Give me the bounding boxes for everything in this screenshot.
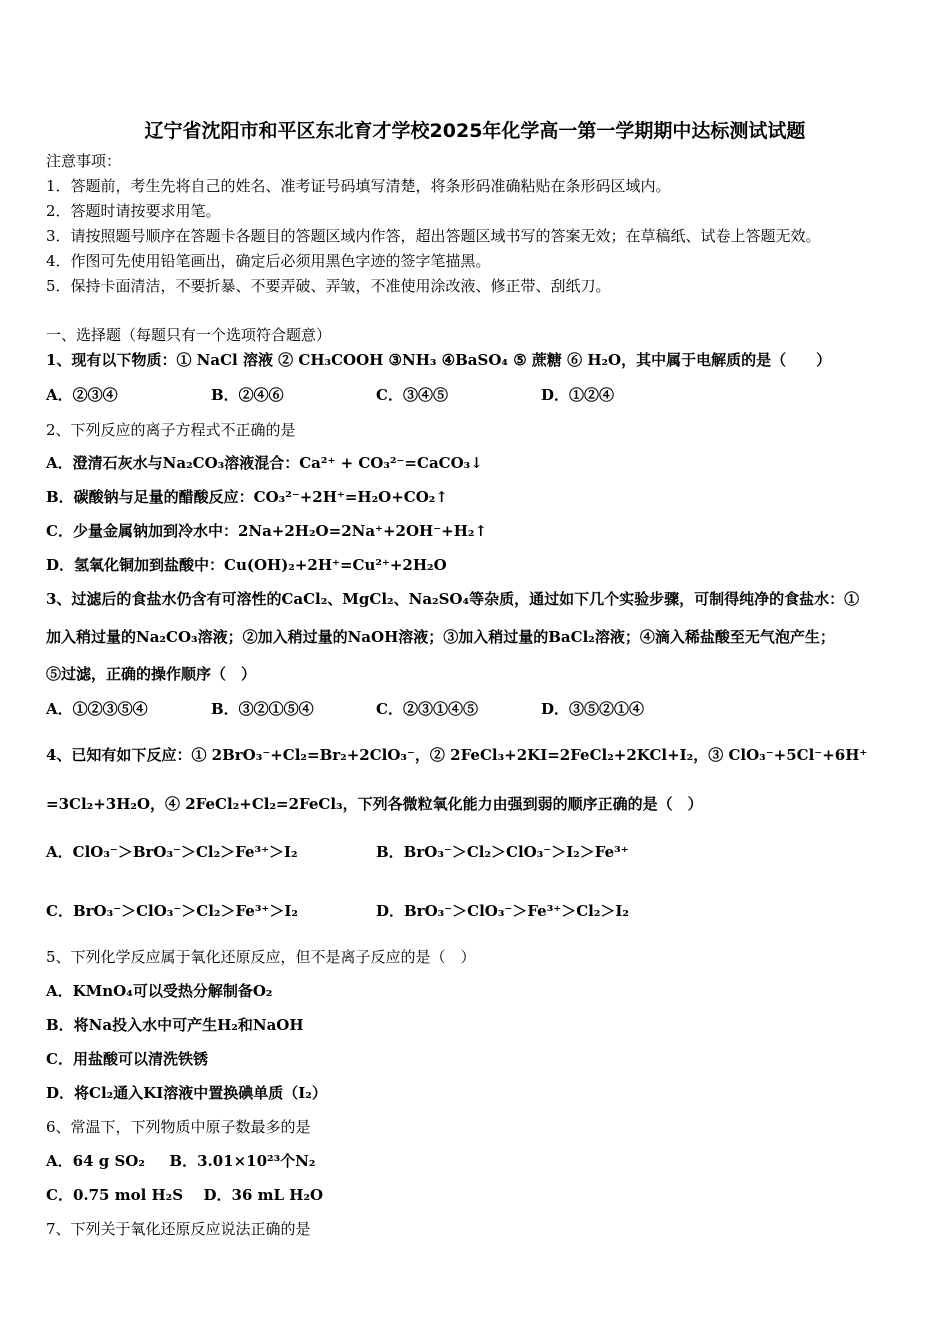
question-5-option-d: D．将Cl₂通入KI溶液中置换碘单质（I₂） <box>46 1084 327 1102</box>
question-2-stem: 2、下列反应的离子方程式不正确的是 <box>46 421 296 439</box>
question-6-stem: 6、常温下，下列物质中原子数最多的是 <box>46 1118 311 1136</box>
option-b: B．③②①⑤④ <box>211 700 314 718</box>
page-title: 辽宁省沈阳市和平区东北育才学校2025年化学高一第一学期期中达标测试试题 <box>144 120 806 142</box>
question-3-stem-line2: 加入稍过量的Na₂CO₃溶液；②加入稍过量的NaOH溶液；③加入稍过量的BaCl₂溶液；④滴入稀盐酸至无气泡产生； <box>46 628 835 646</box>
question-1-options <box>46 386 614 404</box>
option-d: D．①②④ <box>541 386 615 404</box>
section-heading: 一、选择题（每题只有一个选项符合题意） <box>46 326 332 344</box>
note-item: 5．保持卡面清洁，不要折暴、不要弄破、弄皱，不准使用涂改液、修正带、刮纸刀。 <box>46 277 611 295</box>
question-4-stem-line1: 4、已知有如下反应：① 2BrO₃⁻+Cl₂=Br₂+2ClO₃⁻，② 2FeCl₃+2KI=2FeCl₂+2KCl+I₂，③ ClO₃⁻+5Cl⁻+6H⁺ <box>46 746 868 764</box>
option-a: A．①②③⑤④ <box>46 700 148 718</box>
question-1-stem: 1、现有以下物质：① NaCl 溶液 ② CH₃COOH ③NH₃ ④BaSO₄ ⑤ 蔗糖 ⑥ H₂O，其中属于电解质的是（ ） <box>46 351 832 369</box>
question-5-option-b: B．将Na投入水中可产生H₂和NaOH <box>46 1016 304 1034</box>
option-c: C．0.75 mol H₂S <box>46 1186 184 1204</box>
option-b: B．②④⑥ <box>211 386 284 404</box>
question-3-options <box>46 700 644 718</box>
question-6-options-row1 <box>46 1152 315 1170</box>
option-a: A．64 g SO₂ <box>46 1152 145 1170</box>
option-b: B．3.01×10²³个N₂ <box>169 1152 316 1170</box>
option-c: C．③④⑤ <box>376 386 448 404</box>
question-5-option-c: C．用盐酸可以清洗铁锈 <box>46 1050 208 1068</box>
option-d: D．36 mL H₂O <box>203 1186 324 1204</box>
note-item: 1．答题前，考生先将自己的姓名、准考证号码填写清楚，将条形码准确粘贴在条形码区域内。 <box>46 177 671 195</box>
option-b: B．BrO₃⁻＞Cl₂＞ClO₃⁻＞I₂＞Fe³⁺ <box>376 843 629 861</box>
question-4-stem-line2: =3Cl₂+3H₂O，④ 2FeCl₂+Cl₂=2FeCl₃，下列各微粒氧化能力由强到弱的顺序正确的是（ ） <box>46 795 703 813</box>
note-item: 2．答题时请按要求用笔。 <box>46 202 221 220</box>
question-6-options-row2 <box>46 1186 323 1204</box>
option-c: C．BrO₃⁻＞ClO₃⁻＞Cl₂＞Fe³⁺＞I₂ <box>46 902 298 920</box>
question-7-stem: 7、下列关于氧化还原反应说法正确的是 <box>46 1220 311 1238</box>
option-d: D．BrO₃⁻＞ClO₃⁻＞Fe³⁺＞Cl₂＞I₂ <box>376 902 629 920</box>
option-d: D．③⑤②①④ <box>541 700 645 718</box>
question-2-option-c: C．少量金属钠加到冷水中：2Na+2H₂O=2Na⁺+2OH⁻+H₂↑ <box>46 522 488 540</box>
option-a: A．②③④ <box>46 386 118 404</box>
notes-header: 注意事项： <box>46 152 122 170</box>
question-2-option-b: B．碳酸钠与足量的醋酸反应：CO₃²⁻+2H⁺=H₂O+CO₂↑ <box>46 488 448 506</box>
question-2-option-d: D．氢氧化铜加到盐酸中：Cu(OH)₂+2H⁺=Cu²⁺+2H₂O <box>46 556 447 574</box>
note-item: 3．请按照题号顺序在答题卡各题目的答题区域内作答，超出答题区域书写的答案无效；在草稿纸、试卷上答题无效。 <box>46 227 821 245</box>
question-5-stem: 5、下列化学反应属于氧化还原反应，但不是离子反应的是（ ） <box>46 948 476 966</box>
question-4-options-row2 <box>46 902 629 920</box>
option-c: C．②③①④⑤ <box>376 700 478 718</box>
note-item: 4．作图可先使用铅笔画出，确定后必须用黑色字迹的签字笔描黑。 <box>46 252 491 270</box>
question-3-stem-line1: 3、过滤后的食盐水仍含有可溶性的CaCl₂、MgCl₂、Na₂SO₄等杂质，通过如下几个实验步骤，可制得纯净的食盐水：① <box>46 590 860 608</box>
question-5-option-a: A．KMnO₄可以受热分解制备O₂ <box>46 982 273 1000</box>
question-3-stem-line3: ⑤过滤，正确的操作顺序（ ） <box>46 665 257 683</box>
question-2-option-a: A．澄清石灰水与Na₂CO₃溶液混合：Ca²⁺ + CO₃²⁻=CaCO₃↓ <box>46 454 483 472</box>
question-4-options-row1 <box>46 843 629 861</box>
option-a: A．ClO₃⁻＞BrO₃⁻＞Cl₂＞Fe³⁺＞I₂ <box>46 843 298 861</box>
